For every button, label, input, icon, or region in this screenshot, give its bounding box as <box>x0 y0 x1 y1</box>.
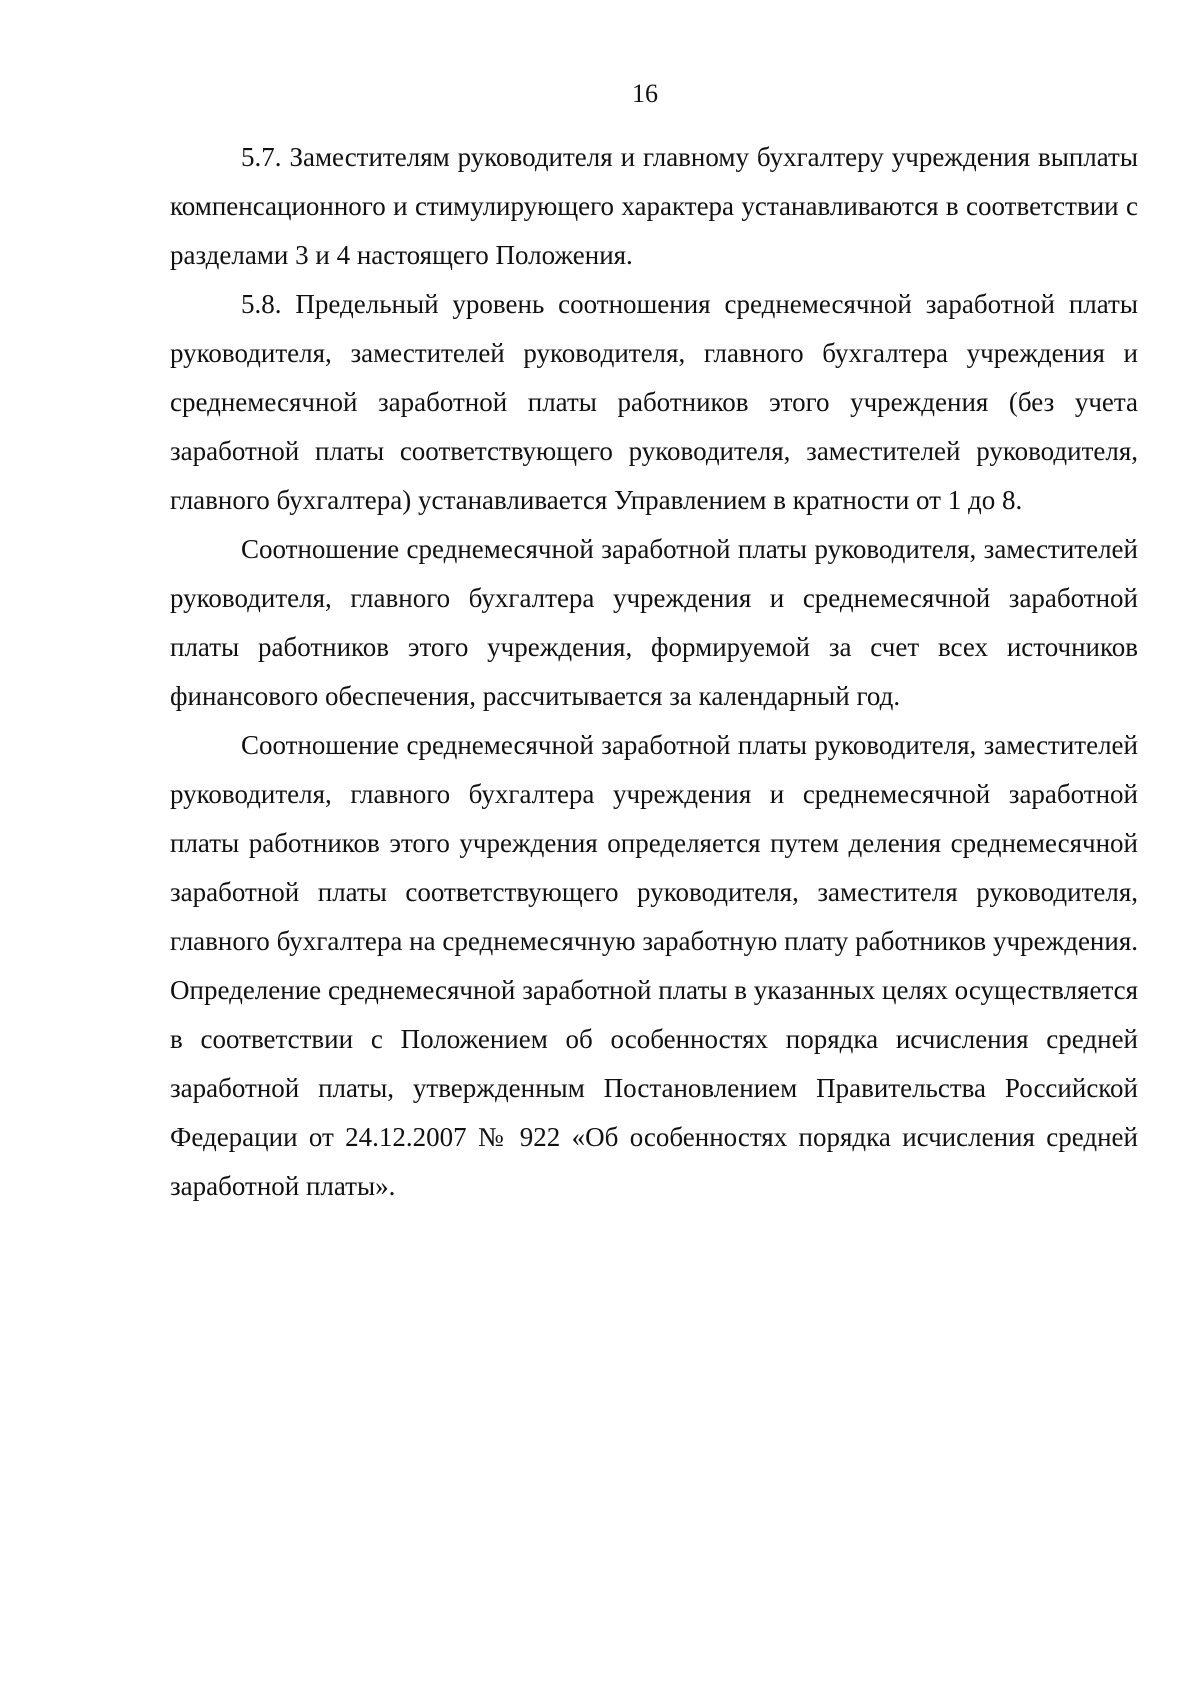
paragraph-ratio-determination: Соотношение среднемесячной заработной платы руководителя, заместителей руководителя, главного бухгалтера учреждения и среднемесячной заработной платы работников этого учреждения определяется путем деления среднемесячной заработной платы соответствующего руководителя, заместителя руководителя, главного бухгалтера на среднемесячную заработную плату работников учреждения. Определение среднемесячной заработной платы в указанных целях осуществляется в соответствии с Положением об особенностях порядка исчисления средней заработной платы, утвержденным Постановлением Правительства Российской Федерации от 24.12.2007 № 922 «Об особенностях порядка исчисления средней заработной платы». <box>170 730 1138 1201</box>
paragraph-5-7: 5.7. Заместителям руководителя и главному бухгалтеру учреждения выплаты компенсационного и стимулирующего характера устанавливаются в соответствии с разделами 3 и 4 настоящего Положения. <box>170 142 1138 270</box>
paragraph-5-8: 5.8. Предельный уровень соотношения среднемесячной заработной платы руководителя, заместителей руководителя, главного бухгалтера учреждения и среднемесячной заработной платы работников этого учреждения (без учета заработной платы соответствующего руководителя, заместителей руководителя, главного бухгалтера) устанавливается Управлением в кратности от 1 до 8. <box>170 289 1138 515</box>
paragraph-ratio-calculation-period: Соотношение среднемесячной заработной платы руководителя, заместителей руководителя, главного бухгалтера учреждения и среднемесячной заработной платы работников этого учреждения, формируемой за счет всех источников финансового обеспечения, рассчитывается за календарный год. <box>170 534 1138 711</box>
page-number: 16 <box>632 79 658 108</box>
document-body <box>170 133 1138 1211</box>
